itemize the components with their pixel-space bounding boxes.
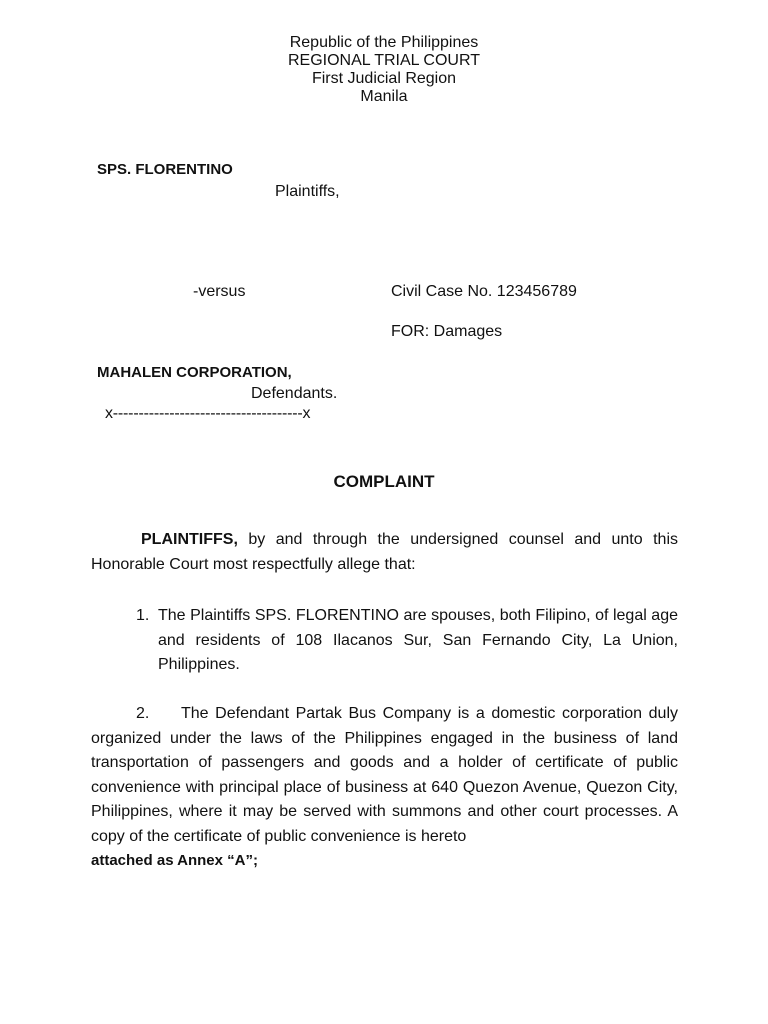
header-region: First Judicial Region [311, 70, 457, 87]
caption-divider: x-------------------------------------x [105, 405, 311, 422]
allegation-2-number: 2. [136, 705, 150, 722]
allegation-1-number: 1. [136, 607, 150, 624]
header-city: Manila [360, 88, 408, 105]
document-title: COMPLAINT [333, 472, 435, 491]
intro-text: by and through the undersigned counsel and unto this Honorable Court most respectfully allege that: [91, 531, 678, 573]
case-nature: FOR: Damages [391, 323, 503, 340]
intro-paragraph [91, 528, 678, 577]
header-republic: Republic of the Philippines [289, 34, 479, 51]
defendant-name: MAHALEN CORPORATION, [97, 364, 292, 381]
allegation-1 [136, 604, 678, 678]
court-header [0, 34, 768, 106]
allegation-2 [91, 702, 678, 874]
plaintiff-role: Plaintiffs, [275, 183, 340, 200]
allegation-2-body [91, 702, 678, 849]
header-court: REGIONAL TRIAL COURT [287, 52, 481, 69]
defendant-role: Defendants. [251, 385, 338, 402]
allegation-2-text: The Defendant Partak Bus Company is a domestic corporation duly organized under the laws of the Philippines engaged in the business of land transportation of passengers and goods and a holder of certificate of public convenience with principal place of business at 640 Quezon Avenue, Quezon City, Philippines, where it may be served with summons and other court processes. A copy of the certificate of public convenience is hereto [91, 705, 678, 845]
intro-lead: PLAINTIFFS, [141, 531, 238, 548]
allegation-1-text: The Plaintiffs SPS. FLORENTINO are spouses, both Filipino, of legal age and residents of 108 Ilacanos Sur, San Fernando City, La Union, Philippines. [158, 607, 678, 673]
versus-label: -versus [193, 283, 246, 300]
case-number: Civil Case No. 123456789 [391, 283, 577, 300]
plaintiff-name: SPS. FLORENTINO [97, 161, 233, 178]
allegation-2-tail: attached as Annex “A”; [91, 852, 258, 869]
